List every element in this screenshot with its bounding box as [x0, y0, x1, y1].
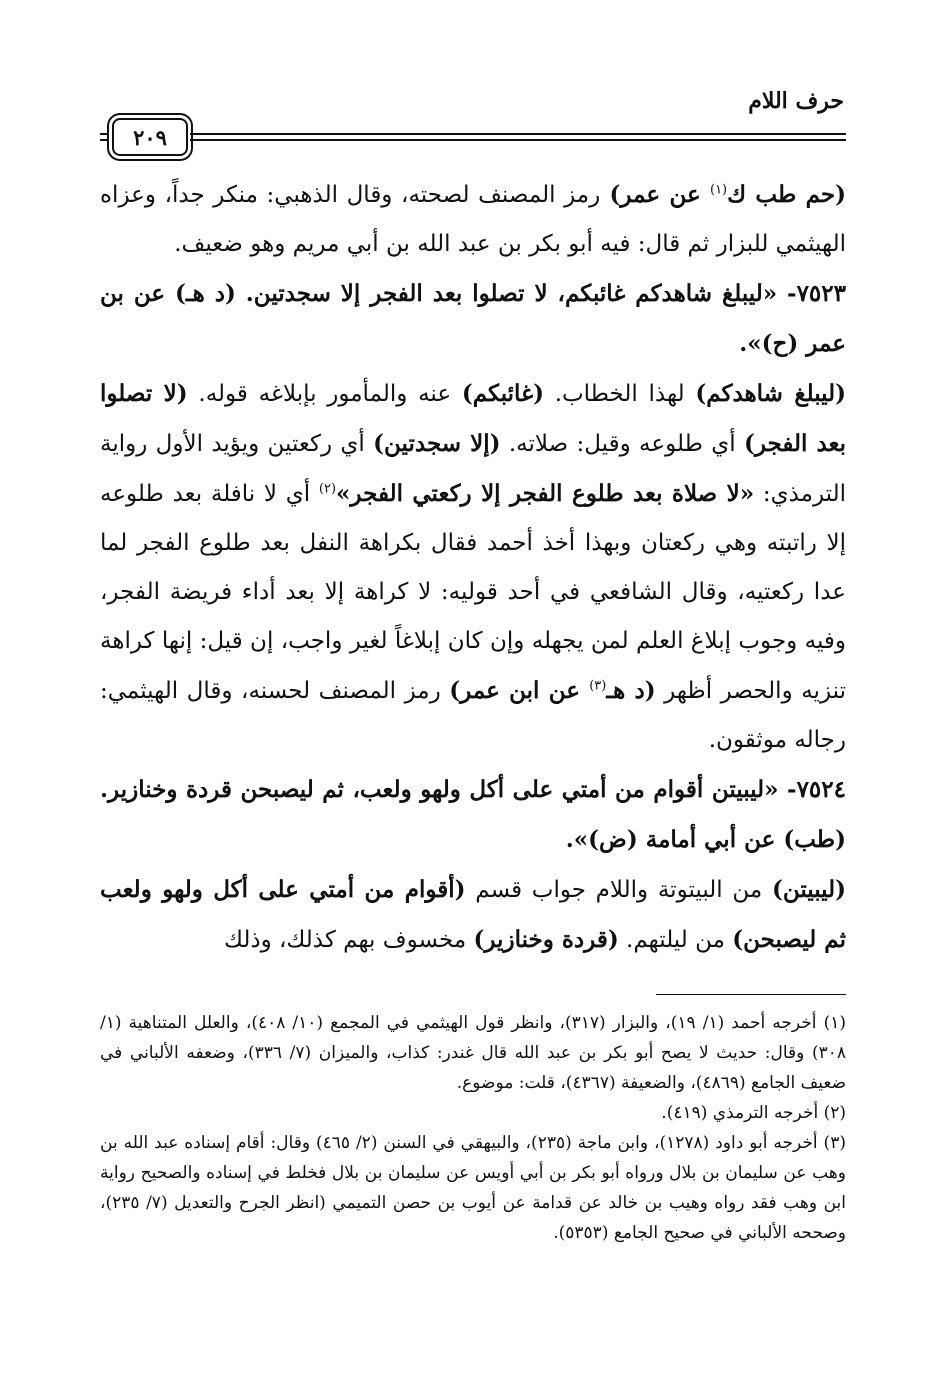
quoted-hadith: «لا صلاة بعد طلوع الفجر إلا ركعتي الفجر» [336, 480, 755, 507]
page-number: ٢٠٩ [112, 118, 188, 156]
footnote-2: (٢) أخرجه الترمذي (٤١٩). [661, 1103, 846, 1123]
header-rule [100, 118, 846, 158]
running-title: حرف اللام [748, 88, 844, 114]
commentary-text: من البيتوتة واللام جواب قسم [465, 877, 772, 903]
hadith-7524 [100, 765, 846, 865]
paragraph-source-note [100, 170, 846, 269]
quoted-phrase: (لا تصلوا بعد الفجر) [100, 380, 847, 457]
footnote-1: (١) أخرجه أحمد (١/ ١٩)، والبزار (٣١٧)، وانظر قول الهيثمي في المجمع (١٠/ ٤٠٨)، والعلل المتناهية (١/ ٣٠٨) وقال: حديث لا يصح أبو بكر بن عبد الله قال غندر: كذاب، والميزان (٧/ ٣٣٦)، وضعفه الألباني في ضعيف الجامع (٤٨٦٩)، والضعيفة (٤٣٦٧)، قلت: موضوع. [100, 1013, 846, 1093]
hadith-text: ٧٥٢٤- «ليبيتن أقوام من أمتي على أكل ولهو ولعب، ثم ليصبحن قردة وخنازير. (طب) عن أبي أمامة (ض)». [100, 776, 846, 853]
quoted-phrase: (أقوام من أمتي على أكل ولهو ولعب ثم ليصبحن) [100, 876, 846, 953]
commentary-text: عنه والمأمور بإبلاغه قوله. [187, 381, 462, 407]
main-text [100, 170, 846, 965]
footnotes [100, 1008, 846, 1248]
rule-stub [100, 133, 110, 135]
source-ref: (حم طب ك [727, 181, 846, 208]
quoted-phrase: (قردة وخنازير) [473, 926, 619, 953]
commentary-text: رمز المصنف لحسنه، وقال الهيثمي: رجاله موثقون. [100, 678, 846, 753]
footnote-ref[interactable]: (٢) [318, 481, 337, 497]
commentary-text: أي طلوعه وقيل: صلاته. [500, 431, 744, 457]
footnote-ref[interactable]: (١) [709, 182, 728, 198]
footnote-separator [656, 994, 846, 995]
commentary-text: أي ركعتين ويؤيد الأول رواية الترمذي: [100, 431, 847, 507]
footnote-ref[interactable]: (٣) [589, 678, 607, 694]
commentary-7523 [100, 369, 846, 765]
footnote-3: (٣) أخرجه أبو داود (١٢٧٨)، وابن ماجة (٢٣٥)، والبيهقي في السنن (٢/ ٤٦٥) وقال: أقام إسناده عبد الله بن وهب عن سليمان بن بلال ورواه أبو بكر بن أبي أويس عن سليمان بن بلال فخلط في إسناده والصحيح رواية ابن وهب فقد رواه وهيب بن خالد عن قدامة عن أيوب بن حصن التميمي (انظر الجرح والتعديل (٧/ ٢٣٥)، وصححه الألباني في صحيح الجامع (٥٣٥٣). [100, 1133, 846, 1243]
quoted-phrase: (ليبلغ شاهدكم) [695, 380, 846, 407]
hadith-7523 [100, 269, 846, 369]
commentary-text: لهذا الخطاب. [543, 381, 696, 407]
rule-line [190, 133, 846, 135]
source-ref: عن ابن عمر) [449, 677, 590, 704]
commentary-7524 [100, 865, 846, 965]
commentary-text: أي لا نافلة بعد طلوعه إلا راتبته وهي ركعتان وبهذا أخذ أحمد فقال بكراهة النفل بعد طلوع الفجر لما عدا ركعتيه، وقال الشافعي في أحد قوليه: لا كراهة إلا بعد أداء فريضة الفجر، وفيه وجوب إبلاغ العلم لمن يجهله وإن كان إبلاغاً لغير واجب، إن قيل: إنها كراهة تنزيه والحصر أظهر [100, 481, 846, 704]
source-ref: (د هـ [606, 677, 656, 704]
quoted-phrase: (ليبيتن) [771, 876, 846, 903]
commentary-text: مخسوف بهم كذلك، وذلك [223, 927, 474, 953]
commentary-text: رمز المصنف لصحته، وقال الذهبي: منكر جداً، وعزاه الهيثمي للبزار ثم قال: فيه أبو بكر بن عبد الله بن أبي مريم وهو ضعيف. [100, 182, 846, 257]
quoted-phrase: (غائبكم) [461, 380, 544, 407]
commentary-text: من ليلتهم. [618, 927, 733, 953]
hadith-text: ٧٥٢٣- «ليبلغ شاهدكم غائبكم، لا تصلوا بعد الفجر إلا سجدتين. (د هـ) عن بن عمر (ح)». [100, 280, 846, 357]
rule-stub [100, 139, 110, 141]
source-ref: عن عمر) [600, 181, 710, 208]
quoted-phrase: (إلا سجدتين) [373, 430, 501, 457]
rule-line [190, 139, 846, 141]
